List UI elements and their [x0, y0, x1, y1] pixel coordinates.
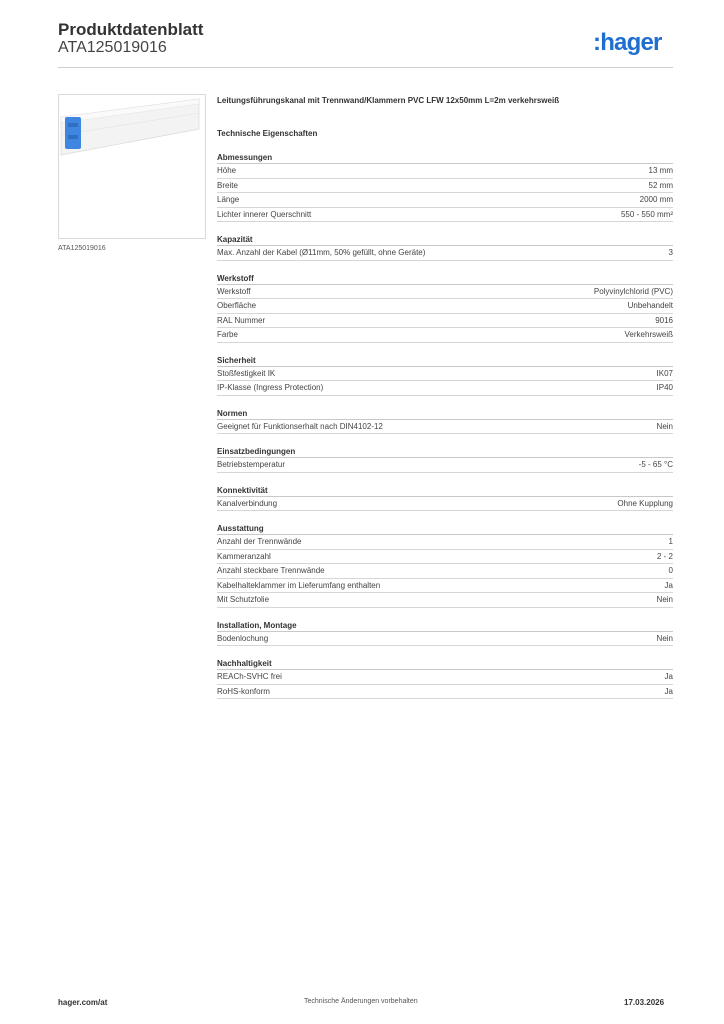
spec-label: Stoßfestigkeit IK: [217, 368, 276, 378]
spec-value: 2000 mm: [639, 195, 673, 204]
spec-value: Ja: [664, 580, 673, 590]
spec-value: 9016: [655, 315, 673, 325]
spec-group: [217, 355, 673, 396]
spec-row: [217, 550, 673, 565]
spec-group-title: Abmessungen: [217, 152, 673, 164]
spec-row: [217, 314, 673, 329]
spec-value: -5 - 65 °C: [638, 460, 673, 469]
spec-label: Oberfläche: [217, 301, 257, 310]
spec-group-title: Ausstattung: [217, 523, 673, 535]
spec-label: Betriebstemperatur: [217, 460, 286, 469]
header-divider: [58, 67, 673, 68]
spec-row: [217, 670, 673, 685]
product-image: [58, 94, 206, 239]
spec-value: IK07: [656, 368, 673, 378]
spec-value: 13 mm: [648, 166, 673, 175]
spec-label: RoHS-konform: [217, 686, 270, 696]
spec-group: [217, 620, 673, 647]
spec-value: 550 - 550 mm²: [620, 209, 673, 219]
spec-label: Kammeranzahl: [217, 551, 271, 561]
spec-row: [217, 685, 673, 700]
hager-logo-text: :hager: [593, 29, 662, 56]
spec-label: Lichter innerer Querschnitt: [217, 209, 312, 219]
spec-row: [217, 299, 673, 314]
spec-row: [217, 564, 673, 579]
spec-row: [217, 458, 673, 473]
image-caption: ATA125019016: [58, 245, 106, 252]
spec-label: Anzahl steckbare Trennwände: [217, 566, 325, 575]
spec-row: [217, 285, 673, 300]
spec-label: Kanalverbindung: [217, 498, 278, 508]
spec-label: Farbe: [217, 330, 238, 339]
spec-group-title: Normen: [217, 408, 673, 420]
spec-group: [217, 234, 673, 261]
spec-row: [217, 246, 673, 261]
spec-row: [217, 367, 673, 382]
spec-row: [217, 497, 673, 512]
spec-value: Nein: [656, 633, 673, 643]
spec-label: Kabelhalteklammer im Lieferumfang enthalten: [217, 580, 381, 590]
spec-sheet: [217, 95, 673, 699]
spec-label: Anzahl der Trennwände: [217, 537, 302, 546]
spec-value: Ohne Kupplung: [617, 498, 673, 508]
spec-group-title: Installation, Montage: [217, 620, 673, 632]
spec-group-title: Sicherheit: [217, 355, 673, 367]
product-name: Leitungsführungskanal mit Trennwand/Klammern PVC LFW 12x50mm L=2m verkehrsweiß: [217, 96, 560, 105]
footer-website: hager.com/at: [58, 998, 108, 1007]
clip-icon: [65, 117, 81, 149]
spec-value: Nein: [656, 421, 673, 431]
spec-row: [217, 593, 673, 608]
spec-row: [217, 328, 673, 343]
spec-group: [217, 485, 673, 512]
spec-row: [217, 381, 673, 396]
page-title: Produktdatenblatt: [58, 20, 204, 39]
spec-row: [217, 208, 673, 223]
spec-label: REACh-SVHC frei: [217, 672, 282, 681]
spec-label: Geeignet für Funktionserhalt nach DIN4102-12: [217, 421, 383, 431]
spec-group-title: Konnektivität: [217, 485, 673, 497]
spec-row: [217, 179, 673, 194]
spec-value: IP40: [656, 383, 673, 392]
spec-group: [217, 523, 673, 608]
spec-value: Ja: [664, 686, 673, 696]
spec-group: [217, 152, 673, 222]
spec-label: Werkstoff: [217, 286, 251, 296]
spec-value: Ja: [664, 672, 673, 681]
spec-row: [217, 632, 673, 647]
spec-value: 0: [668, 566, 673, 575]
spec-group-title: Werkstoff: [217, 273, 673, 285]
spec-row: [217, 420, 673, 435]
spec-label: Breite: [217, 180, 238, 190]
spec-value: Polyvinylchlorid (PVC): [593, 286, 673, 296]
cable-duct-illustration: [59, 95, 205, 238]
spec-group: [217, 408, 673, 435]
footer-disclaimer: Technische Änderungen vorbehalten: [304, 998, 418, 1005]
spec-group: [217, 446, 673, 473]
spec-label: Höhe: [217, 166, 237, 175]
spec-value: 3: [668, 248, 673, 257]
spec-row: [217, 579, 673, 594]
hager-logo: [593, 28, 673, 58]
spec-label: RAL Nummer: [217, 315, 266, 325]
spec-value: 52 mm: [648, 180, 673, 190]
spec-row: [217, 164, 673, 179]
spec-label: IP-Klasse (Ingress Protection): [217, 383, 324, 392]
spec-row: [217, 193, 673, 208]
spec-groups: [217, 152, 673, 699]
spec-label: Bodenlochung: [217, 633, 269, 643]
spec-value: Unbehandelt: [627, 301, 673, 310]
spec-value: Verkehrsweiß: [624, 330, 673, 339]
spec-group-title: Einsatzbedingungen: [217, 446, 673, 458]
spec-group: [217, 658, 673, 699]
spec-row: [217, 535, 673, 550]
footer-date: 17.03.2026: [624, 998, 665, 1007]
spec-label: Mit Schutzfolie: [217, 595, 270, 604]
article-number: ATA125019016: [58, 39, 167, 56]
spec-group: [217, 273, 673, 343]
spec-label: Max. Anzahl der Kabel (Ø11mm, 50% gefüllt, ohne Geräte): [217, 248, 426, 257]
spec-group-title: Nachhaltigkeit: [217, 658, 673, 670]
spec-group-title: Kapazität: [217, 234, 673, 246]
spec-value: 2 - 2: [656, 551, 673, 561]
spec-heading: Technische Eigenschaften: [217, 129, 318, 138]
spec-label: Länge: [217, 195, 240, 204]
spec-value: Nein: [656, 595, 673, 604]
spec-value: 1: [668, 537, 673, 546]
